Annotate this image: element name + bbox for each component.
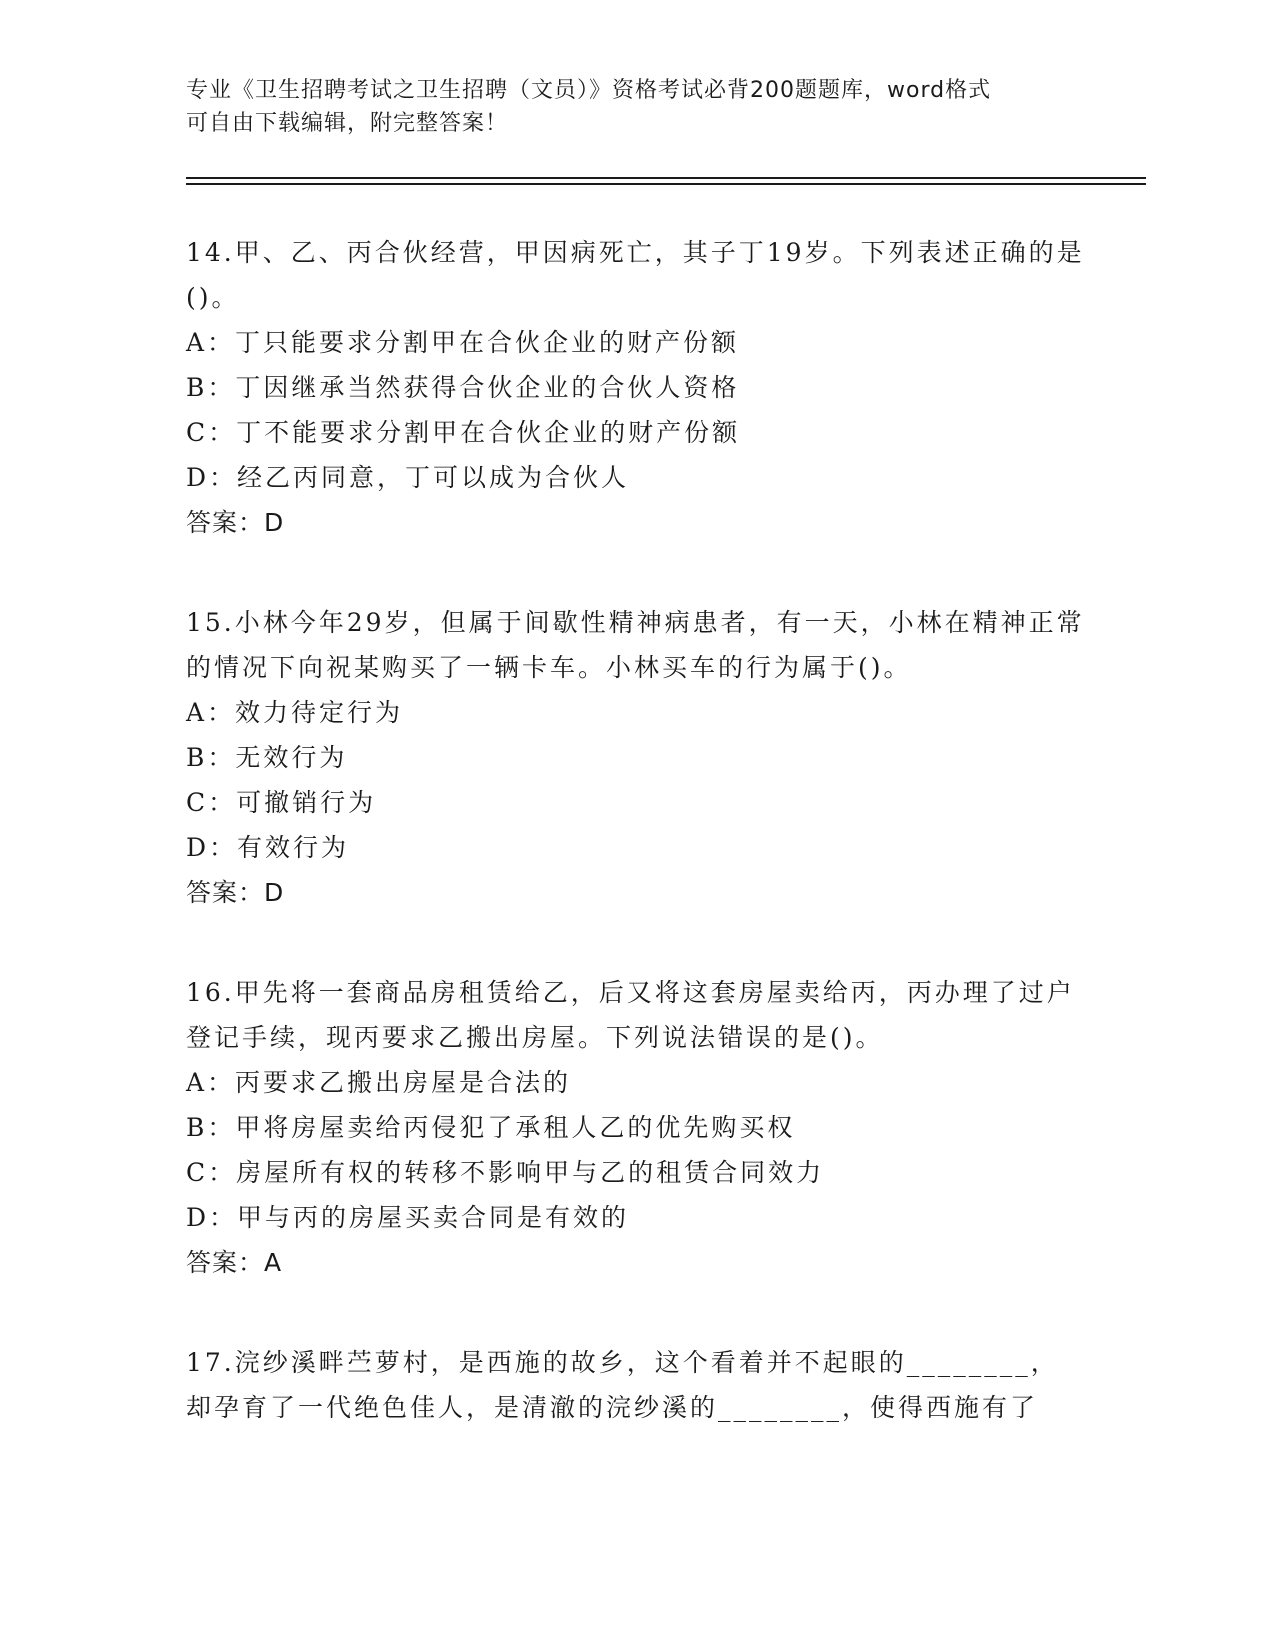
header-line-1: 专业《卫生招聘考试之卫生招聘（文员）》资格考试必背200题题库，word格式 — [186, 78, 992, 103]
option-d: D：甲与丙的房屋买卖合同是有效的 — [186, 1203, 630, 1232]
option-c: C：房屋所有权的转移不影响甲与乙的租赁合同效力 — [186, 1158, 825, 1187]
document-header — [186, 74, 1086, 140]
option-b: B：无效行为 — [186, 743, 348, 772]
question-stem: 14.甲、乙、丙合伙经营，甲因病死亡，其子丁19岁。下列表述正确的是()。 — [186, 238, 1085, 312]
question-14 — [186, 230, 1086, 545]
header-rule-top — [186, 177, 1146, 179]
answer: 答案：D — [186, 508, 285, 537]
header-line-2: 可自由下载编辑，附完整答案！ — [186, 111, 509, 136]
option-d: D：有效行为 — [186, 833, 350, 862]
question-stem: 15.小林今年29岁，但属于间歇性精神病患者，有一天，小林在精神正常的情况下向祝某购买了一辆卡车。小林买车的行为属于()。 — [186, 608, 1085, 682]
question-16 — [186, 970, 1086, 1285]
answer: 答案：A — [186, 1248, 283, 1277]
option-c: C：丁不能要求分割甲在合伙企业的财产份额 — [186, 418, 741, 447]
option-d: D：经乙丙同意，丁可以成为合伙人 — [186, 463, 630, 492]
question-list — [186, 230, 1086, 1485]
header-rule-bottom — [186, 183, 1146, 185]
option-a: A：丁只能要求分割甲在合伙企业的财产份额 — [186, 328, 740, 357]
option-c: C：可撤销行为 — [186, 788, 377, 817]
question-15 — [186, 600, 1086, 915]
option-b: B：丁因继承当然获得合伙企业的合伙人资格 — [186, 373, 740, 402]
question-stem: 17.浣纱溪畔苎萝村，是西施的故乡，这个看着并不起眼的________，却孕育了一代绝色佳人，是清澈的浣纱溪的________，使得西施有了 — [186, 1348, 1059, 1422]
answer: 答案：D — [186, 878, 285, 907]
question-stem: 16.甲先将一套商品房租赁给乙，后又将这套房屋卖给丙，丙办理了过户登记手续，现丙要求乙搬出房屋。下列说法错误的是()。 — [186, 978, 1075, 1052]
option-b: B：甲将房屋卖给丙侵犯了承租人乙的优先购买权 — [186, 1113, 796, 1142]
question-17 — [186, 1340, 1086, 1430]
option-a: A：效力待定行为 — [186, 698, 404, 727]
option-a: A：丙要求乙搬出房屋是合法的 — [186, 1068, 572, 1097]
